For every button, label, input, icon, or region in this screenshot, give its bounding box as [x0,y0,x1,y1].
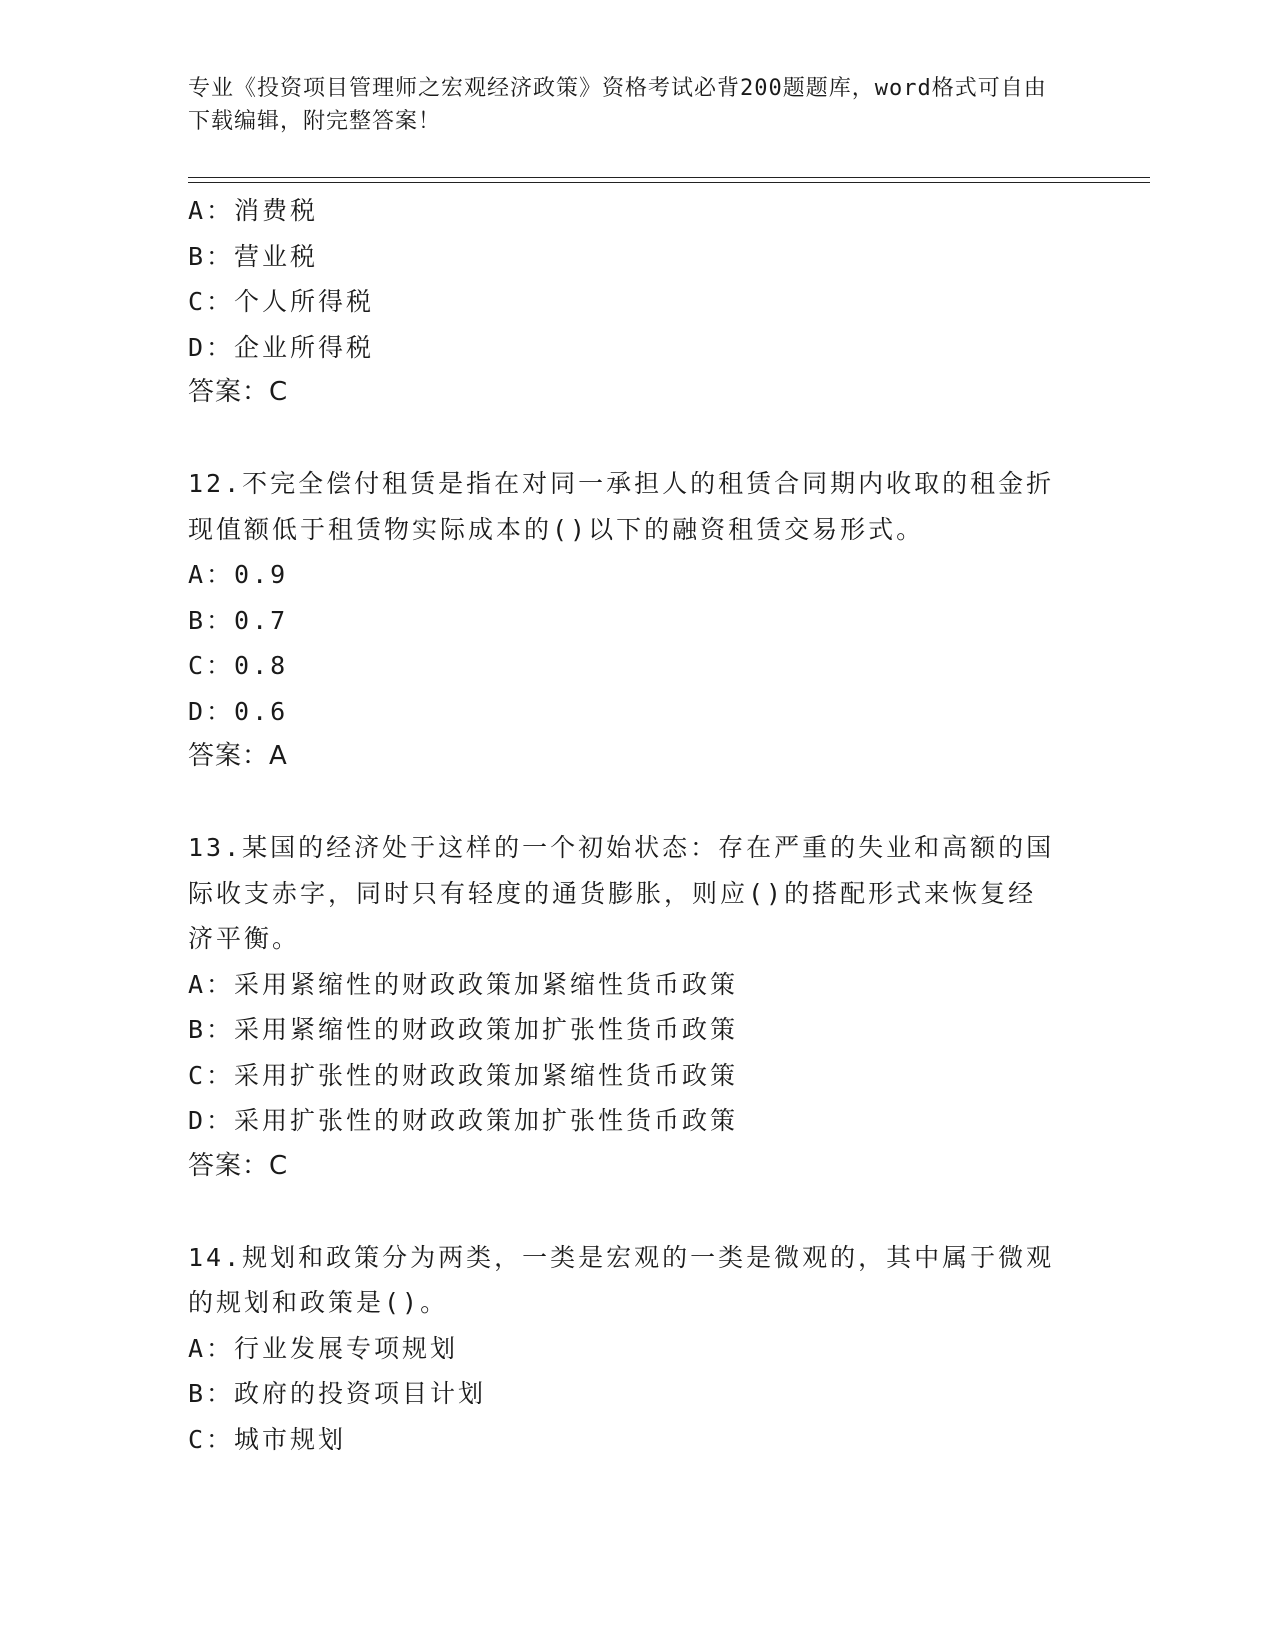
option-a: A：采用紧缩性的财政政策加紧缩性货币政策 [188,969,739,999]
answer-line: 答案：A [188,741,288,771]
option-b: B：采用紧缩性的财政政策加扩张性货币政策 [188,1015,739,1044]
option-c: C：采用扩张性的财政政策加紧缩性货币政策 [188,1060,739,1090]
option-c: C：个人所得税 [188,287,375,316]
option-d: D：采用扩张性的财政政策加扩张性货币政策 [188,1106,739,1135]
option-d: D：企业所得税 [188,332,375,362]
question-11-continued [188,188,1068,416]
option-d: D：0.6 [188,696,289,726]
option-b: B：0.7 [188,605,289,635]
question-stem-line: 的规划和政策是()。 [188,1288,449,1317]
question-13 [188,825,1068,1189]
header-rule-bottom [188,182,1150,183]
option-a: A：行业发展专项规划 [188,1333,459,1363]
option-b: B：营业税 [188,241,319,271]
question-stem-line: 14.规划和政策分为两类，一类是宏观的一类是微观的，其中属于微观 [188,1242,1055,1272]
spacer [188,416,1068,462]
option-c: C：0.8 [188,651,289,680]
document-header [188,72,1068,138]
answer-line: 答案：C [188,1150,289,1181]
question-stem-line: 13.某国的经济处于这样的一个初始状态：存在严重的失业和高额的国 [188,833,1055,862]
question-14 [188,1235,1068,1463]
question-stem-line: 现值额低于租赁物实际成本的()以下的融资租赁交易形式。 [188,514,925,544]
header-text: 专业《投资项目管理师之宏观经济政策》资格考试必背200题题库，word格式可自由下载编辑，附完整答案！ [188,76,1047,134]
question-12 [188,461,1068,780]
spacer [188,780,1068,826]
question-list [188,188,1068,1462]
option-c: C：城市规划 [188,1424,347,1454]
header-rule-top [188,177,1150,178]
question-stem-line: 12.不完全偿付租赁是指在对同一承担人的租赁合同期内收取的租金折 [188,469,1055,498]
option-a: A：消费税 [188,196,319,225]
option-a: A：0.9 [188,560,289,589]
question-stem-line: 际收支赤字，同时只有轻度的通货膨胀，则应()的搭配形式来恢复经 [188,878,1037,908]
question-stem-line: 济平衡。 [188,924,301,953]
option-b: B：政府的投资项目计划 [188,1379,487,1408]
spacer [188,1189,1068,1235]
answer-line: 答案：C [188,377,289,407]
